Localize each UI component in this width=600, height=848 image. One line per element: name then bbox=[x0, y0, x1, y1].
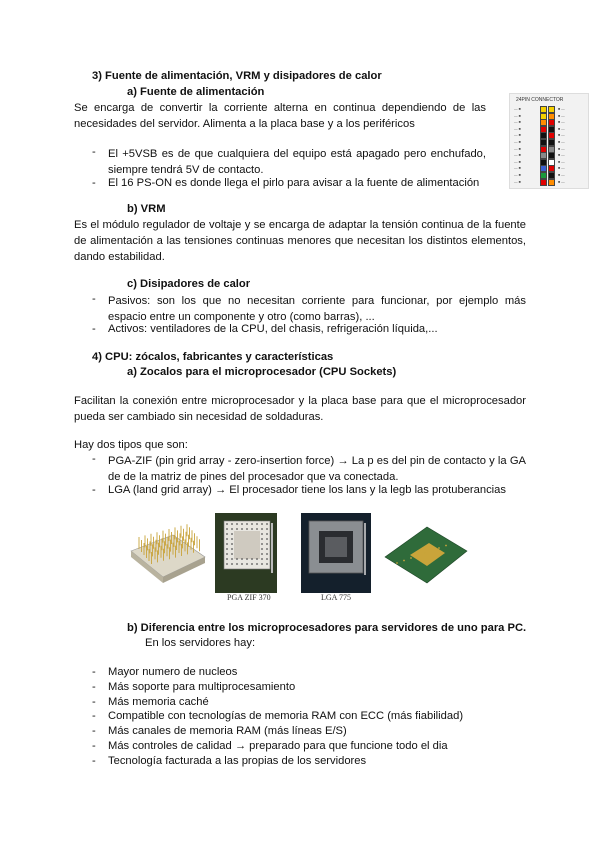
pin-label-mark: ■ — bbox=[558, 153, 565, 158]
pin-label-mark: ■ — bbox=[558, 126, 565, 131]
lga-contact bbox=[431, 550, 433, 552]
socket-hole bbox=[226, 523, 228, 525]
server-feature-item: Más soporte para multiprocesamiento bbox=[108, 680, 296, 693]
socket-hole bbox=[266, 548, 268, 550]
socket-hole bbox=[231, 558, 233, 560]
socket-hole bbox=[241, 528, 243, 530]
socket-hole bbox=[241, 563, 243, 565]
socket-hole bbox=[226, 528, 228, 530]
caption-lga: LGA 775 bbox=[321, 593, 351, 602]
socket-hole bbox=[231, 538, 233, 540]
pga-zif-socket-image bbox=[215, 513, 277, 593]
socket-hole bbox=[261, 553, 263, 555]
server-feature-item: Mayor numero de nucleos bbox=[108, 666, 238, 678]
bullet-5vsb: El +5VSB es de que cualquiera del equipo está apagado pero enchufado, siempre tendrá 5V de contacto. bbox=[108, 148, 486, 176]
socket-hole bbox=[231, 543, 233, 545]
pin-label-mark: — ■ bbox=[514, 126, 521, 131]
socket-hole bbox=[231, 533, 233, 535]
connector-title: 24PIN CONNECTOR bbox=[516, 97, 564, 103]
pin-label-mark: ■ — bbox=[558, 173, 565, 177]
lga-contact bbox=[410, 557, 412, 559]
section-3-heading: 3) Fuente de alimentación, VRM y disipadores de calor bbox=[92, 70, 382, 82]
lga-contact bbox=[417, 555, 419, 557]
bullet-dash: - bbox=[92, 453, 96, 465]
server-feature-item: Tecnología facturada a las propias de los servidores bbox=[108, 754, 367, 767]
bullet-dash: - bbox=[92, 725, 96, 738]
pin-label-mark: — ■ bbox=[514, 146, 521, 151]
bullet-dash: - bbox=[92, 740, 96, 752]
socket-hole bbox=[261, 563, 263, 565]
socket-hole bbox=[246, 523, 248, 525]
power-supply-paragraph: Se encarga de convertir la corriente alterna en continua dependiendo de las necesidades del servidor. Alimenta a la placa base y a los periféricos bbox=[74, 102, 486, 130]
types-intro: Hay dos tipos que son: bbox=[74, 439, 188, 451]
lga-cpu-image bbox=[385, 527, 467, 583]
socket-hole bbox=[241, 558, 243, 560]
servers-intro: En los servidores hay: bbox=[145, 637, 256, 649]
subsection-a-heading: a) Fuente de alimentación bbox=[127, 86, 265, 98]
lga-contact bbox=[403, 560, 405, 562]
pin-label-mark: — ■ bbox=[514, 173, 521, 177]
socket-hole bbox=[261, 523, 263, 525]
socket-hole bbox=[256, 528, 258, 530]
server-feature-item: Compatible con tecnologías de memoria RAM con ECC (más fiabilidad) bbox=[108, 710, 464, 723]
bullet-dash: - bbox=[92, 666, 96, 678]
pin-label-mark: ■ — bbox=[558, 159, 565, 164]
bullet-dash: - bbox=[92, 293, 96, 305]
connector-pin bbox=[548, 179, 555, 186]
lga-contact bbox=[438, 547, 440, 549]
bullet-ps-on: El 16 PS-ON es donde llega el pirlo para avisar a la fuente de alimentación bbox=[108, 177, 480, 189]
bullet-lga: LGA (land grid array) → El procesador tiene los lans y la legb las protuberancias bbox=[108, 484, 506, 496]
pin-label-mark: — ■ bbox=[514, 113, 521, 118]
socket-hole bbox=[231, 523, 233, 525]
socket-hole bbox=[226, 558, 228, 560]
bullet-dash: - bbox=[92, 484, 96, 496]
socket-hole bbox=[226, 563, 228, 565]
socket-hole bbox=[266, 533, 268, 535]
pga-cpu-image bbox=[131, 524, 205, 583]
pin-label-mark: — ■ bbox=[514, 153, 521, 158]
socket-hole bbox=[231, 553, 233, 555]
lga-contact bbox=[396, 562, 398, 564]
socket-hole bbox=[261, 543, 263, 545]
bullet-dash: - bbox=[92, 177, 96, 189]
socket-hole bbox=[251, 558, 253, 560]
socket-hole bbox=[246, 563, 248, 565]
bullet-dash: - bbox=[92, 710, 96, 723]
socket-hole bbox=[226, 553, 228, 555]
socket-hole bbox=[266, 558, 268, 560]
sockets-paragraph: Facilitan la conexión entre microprocesador y la placa base para que el microprocesador pueda ser cambiado sin necesidad de soldaduras. bbox=[74, 395, 526, 423]
subsection-b-heading: b) VRM bbox=[127, 203, 166, 215]
socket-hole bbox=[256, 558, 258, 560]
socket-hole bbox=[241, 523, 243, 525]
socket-hole bbox=[251, 528, 253, 530]
bullet-passive: Pasivos: son los que no necesitan corriente para funcionar, por ejemplo más espacio entre un componente y otro (como barras), ... bbox=[108, 295, 526, 323]
socket-hole bbox=[266, 553, 268, 555]
lga-contact bbox=[424, 552, 426, 554]
subsection-4a-heading: a) Zocalos para el microprocesador (CPU Sockets) bbox=[127, 366, 397, 378]
socket-hole bbox=[261, 558, 263, 560]
socket-hole bbox=[226, 533, 228, 535]
subsection-4b-heading: b) Diferencia entre los microprocesadores para servidores de uno para PC. bbox=[127, 622, 527, 634]
pin-label-mark: — ■ bbox=[514, 179, 521, 184]
socket-hole bbox=[266, 563, 268, 565]
pin-label-mark: — ■ bbox=[514, 140, 521, 144]
pin-label-mark: — ■ bbox=[514, 133, 521, 138]
socket-hole bbox=[251, 563, 253, 565]
pin-label-mark: — ■ bbox=[514, 159, 521, 164]
socket-hole bbox=[256, 563, 258, 565]
section-4-heading: 4) CPU: zócalos, fabricantes y características bbox=[92, 351, 334, 363]
caption-pga-zif: PGA ZIF 370 bbox=[227, 593, 271, 602]
cpu-socket-photos bbox=[127, 513, 468, 603]
server-feature-item: Más controles de calidad → preparado para que funcione todo el dia bbox=[108, 740, 448, 752]
bullet-dash: - bbox=[92, 680, 96, 693]
socket-hole bbox=[251, 523, 253, 525]
socket-hole bbox=[231, 548, 233, 550]
server-feature-item: Más memoria caché bbox=[108, 695, 209, 708]
socket-hole bbox=[261, 528, 263, 530]
socket-hole bbox=[246, 558, 248, 560]
socket-hole bbox=[226, 548, 228, 550]
bullet-active: Activos: ventiladores de la CPU, del chasis, refrigeración líquida,... bbox=[108, 323, 438, 335]
pin-label-mark: — ■ bbox=[514, 107, 521, 111]
socket-hole bbox=[226, 538, 228, 540]
socket-hole bbox=[231, 528, 233, 530]
pin-label-mark: ■ — bbox=[558, 120, 565, 125]
pin-label-mark: ■ — bbox=[558, 166, 565, 171]
socket-hole bbox=[266, 528, 268, 530]
bullet-pga-zif: PGA-ZIF (pin grid array - zero-insertion force) → La p es del pin de contacto y la GA de de la matriz de pines del procesador que va conectada. bbox=[108, 455, 526, 483]
bullet-dash: - bbox=[92, 695, 96, 708]
pin-label-mark: ■ — bbox=[558, 113, 565, 118]
pin-label-mark: ■ — bbox=[558, 107, 565, 111]
socket-hole bbox=[266, 543, 268, 545]
connector-pin bbox=[540, 179, 547, 186]
pin-label-mark: — ■ bbox=[514, 166, 521, 171]
socket-hole bbox=[246, 528, 248, 530]
pin-label-mark: — ■ bbox=[514, 120, 521, 125]
bullet-dash: - bbox=[92, 146, 96, 158]
socket-hole bbox=[261, 538, 263, 540]
socket-hole bbox=[236, 558, 238, 560]
pin-label-mark: ■ — bbox=[558, 146, 565, 151]
lga-contact bbox=[445, 545, 447, 547]
socket-hole bbox=[266, 523, 268, 525]
pin-label-mark: ■ — bbox=[558, 133, 565, 138]
socket-hole bbox=[236, 563, 238, 565]
vrm-paragraph: Es el módulo regulador de voltaje y se encarga de adaptar la tensión continua de la fuente de alimentación a las tensiones continuas menores que necesitan los distintos elementos, dando estabilidad. bbox=[74, 219, 526, 263]
socket-hole bbox=[256, 523, 258, 525]
subsection-c-heading: c) Disipadores de calor bbox=[127, 278, 251, 290]
socket-hole bbox=[226, 543, 228, 545]
server-feature-item: Más canales de memoria RAM (más líneas E/S) bbox=[108, 725, 347, 738]
socket-hole bbox=[231, 563, 233, 565]
bullet-dash: - bbox=[92, 323, 96, 335]
socket-hole bbox=[236, 523, 238, 525]
socket-hole bbox=[266, 538, 268, 540]
socket-hole bbox=[261, 533, 263, 535]
socket-hole bbox=[261, 548, 263, 550]
pin-label-mark: ■ — bbox=[558, 140, 565, 144]
connector-24pin-diagram bbox=[509, 93, 589, 189]
pin-label-mark: ■ — bbox=[558, 179, 565, 184]
bullet-dash: - bbox=[92, 754, 96, 767]
lga-775-socket-image bbox=[301, 513, 371, 593]
socket-hole bbox=[236, 528, 238, 530]
